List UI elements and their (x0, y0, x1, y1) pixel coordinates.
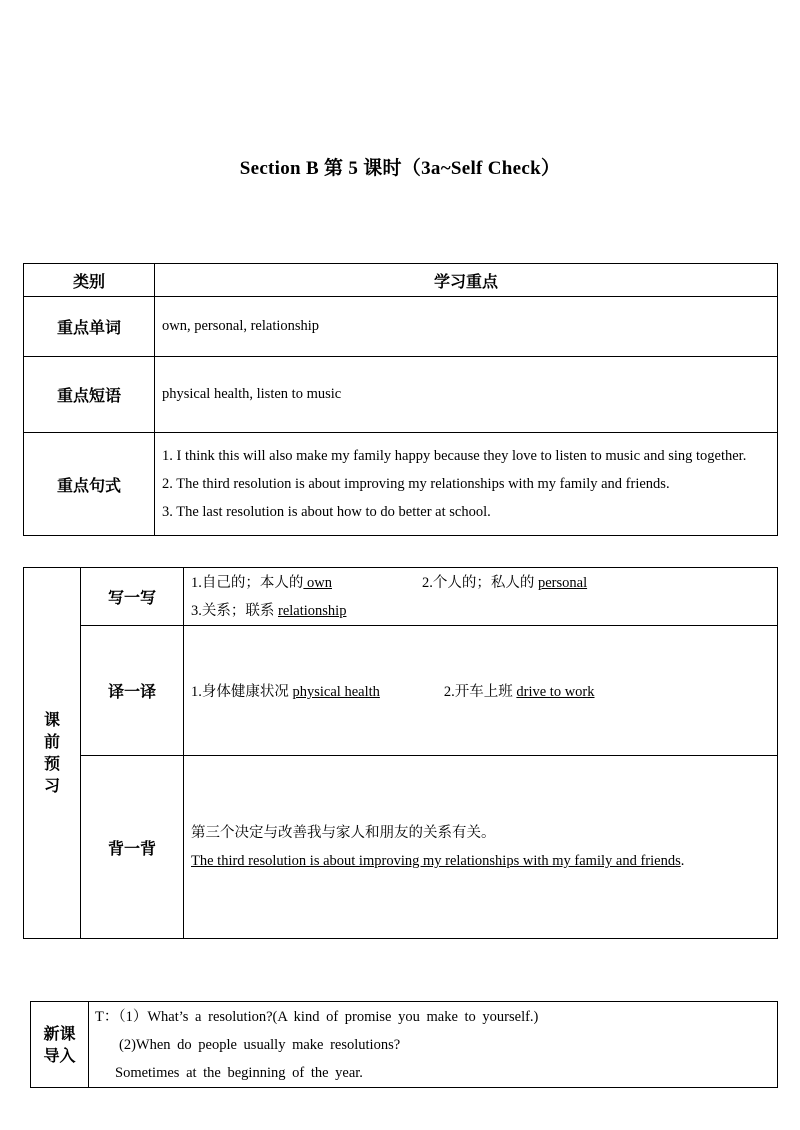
row-content-sentences (155, 433, 778, 536)
write-item2-cn: 2.个人的；私人的 (421, 574, 538, 591)
write-label: 写一写 (81, 568, 184, 626)
translate-label: 译一译 (81, 626, 184, 756)
write-item3-answer: relationship (278, 602, 347, 619)
row-label-words: 重点单词 (24, 297, 155, 357)
page-title: Section B 第 5 课时（3a~Self Check） (239, 158, 561, 179)
write-item1-cn: 1.自己的；本人的 (191, 574, 304, 591)
translate-item1-cn: 1.身体健康状况 (191, 684, 293, 700)
write-item3-cn: 3.关系；联系 (191, 602, 278, 619)
recite-content: 第三个决定与改善我与家人和朋友的关系有关。 The third resolution is about improving my relationships with my family and friends. (184, 756, 778, 939)
new-lesson-table (30, 1001, 778, 1088)
key-points-table (23, 263, 778, 536)
translate-content (184, 626, 778, 756)
dialogue-line: T：（1）What’s a resolution?(A kind of promise you make to yourself.) (95, 1008, 539, 1025)
recite-cn: 第三个决定与改善我与家人和朋友的关系有关。 (191, 825, 496, 841)
header-key-points: 学习重点 (155, 264, 778, 297)
preview-table (23, 567, 778, 939)
sentence-item: 1. I think this will also make my family happy because they love to listen to music and sing together. (162, 448, 747, 464)
translate-item2-answer: drive to work (516, 684, 595, 700)
write-item2-answer: personal (537, 574, 588, 591)
write-item1-answer: own (303, 574, 332, 591)
row-content-words: own, personal, relationship (155, 297, 778, 357)
new-lesson-content (89, 1002, 778, 1088)
dialogue-line: (2)When do people usually make resolutions? (119, 1036, 401, 1053)
recite-en: The third resolution is about improving my relationships with my family and friends (191, 853, 681, 869)
recite-label: 背一背 (81, 756, 184, 939)
new-lesson-label: 新课 导入 (31, 1002, 89, 1088)
sentence-item: 2. The third resolution is about improving my relationships with my family and friends. (162, 476, 670, 492)
row-content-phrases: physical health, listen to music (155, 357, 778, 433)
sentence-item: 3. The last resolution is about how to do better at school. (162, 504, 491, 520)
translate-item2-cn: 2.开车上班 (443, 684, 517, 700)
row-label-phrases: 重点短语 (24, 357, 155, 433)
header-category: 类别 (24, 264, 155, 297)
preview-section-label: 课 前 预 习 (24, 568, 81, 939)
dialogue-line: Sometimes at the beginning of the year. (115, 1064, 363, 1081)
translate-item1-answer: physical health (292, 684, 380, 700)
row-label-sentences: 重点句式 (24, 433, 155, 536)
write-content (184, 568, 778, 626)
